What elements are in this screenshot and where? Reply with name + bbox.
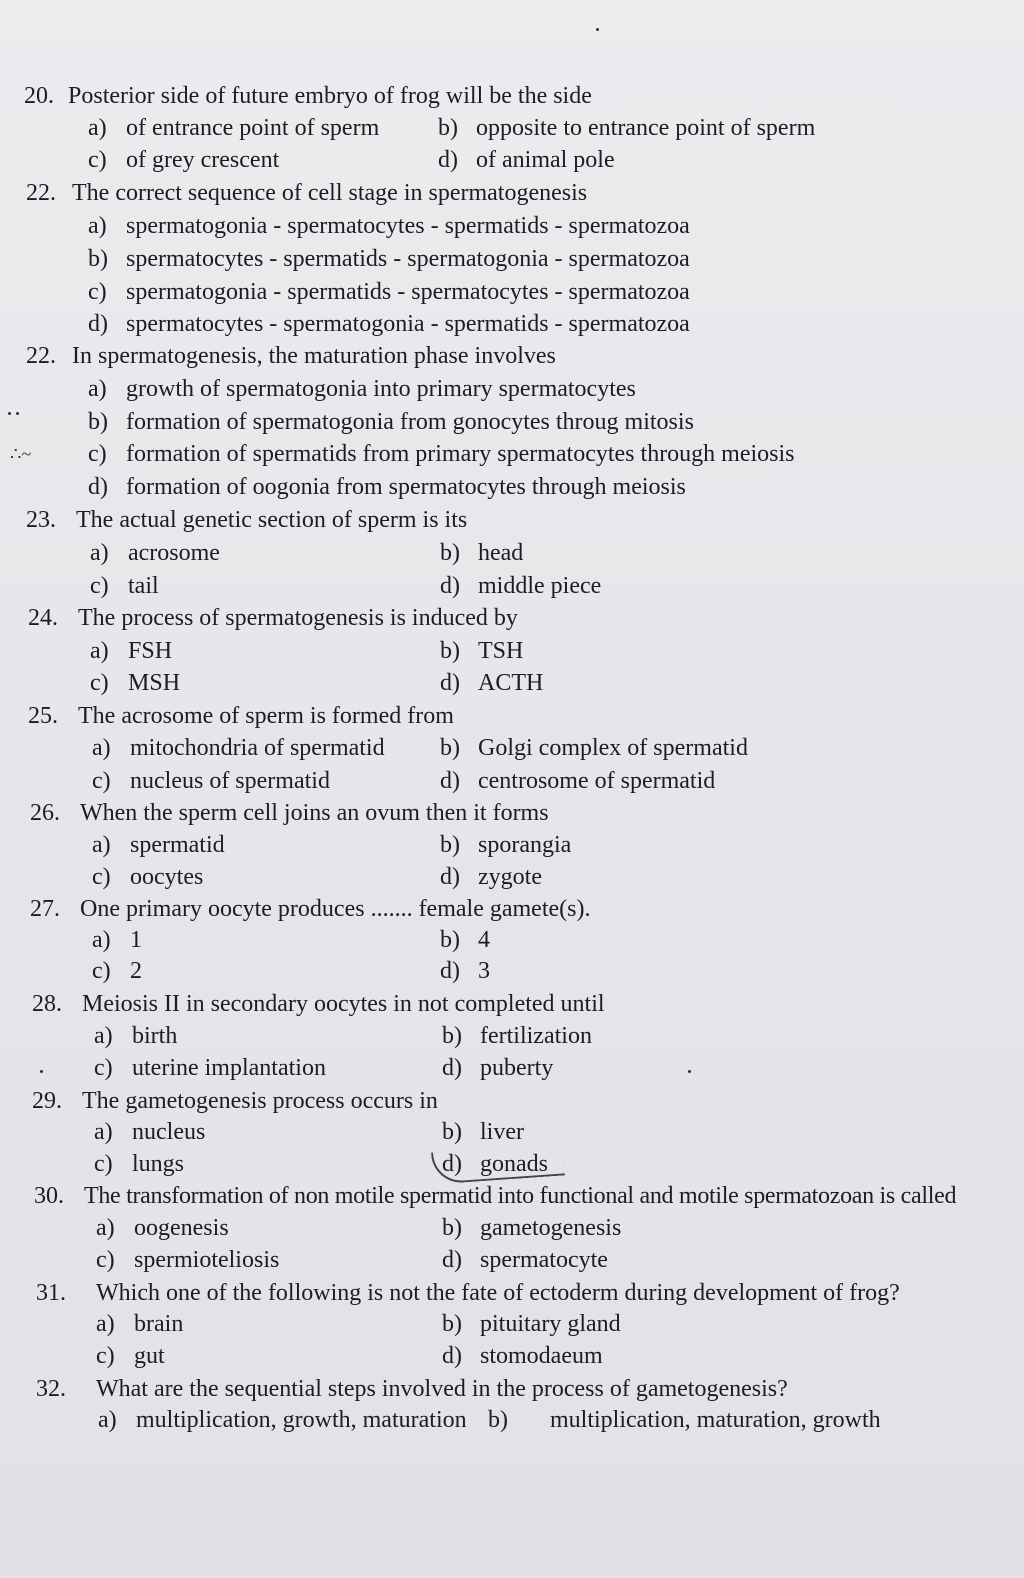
option-c: c) spermioteliosis (96, 1247, 280, 1273)
question-number: 25. (28, 703, 58, 729)
option-b: b) Golgi complex of spermatid (440, 735, 748, 761)
pen-dot (596, 28, 599, 31)
option-a: a) of entrance point of sperm (88, 115, 380, 141)
pen-dot (40, 1070, 43, 1073)
option-a: a) mitochondria of spermatid (92, 735, 385, 761)
option-b: b) spermatocytes - spermatids - spermatogonia - spermatozoa (88, 246, 690, 272)
option-c: c) spermatogonia - spermatids - spermatocytes - spermatozoa (88, 279, 690, 305)
option-a: a) multiplication, growth, maturation (98, 1407, 467, 1433)
option-b: b) gametogenesis (442, 1215, 622, 1241)
option-a: a) acrosome (90, 540, 220, 566)
question-text: Posterior side of future embryo of frog will be the side (68, 83, 592, 109)
option-d: d) stomodaeum (442, 1343, 603, 1369)
option-b: b) sporangia (440, 832, 572, 858)
option-b: b) formation of spermatogonia from gonocytes throug mitosis (88, 409, 694, 435)
option-d: d) puberty (442, 1055, 554, 1081)
option-c: c) formation of spermatids from primary spermatocytes through meiosis (88, 441, 795, 467)
option-d: d) zygote (440, 864, 542, 890)
option-a: a) spermatogonia - spermatocytes - spermatids - spermatozoa (88, 213, 690, 239)
question-number: 29. (32, 1088, 62, 1114)
question-number: 28. (32, 991, 62, 1017)
pen-dot (688, 1070, 691, 1073)
option-a: a) growth of spermatogonia into primary spermatocytes (88, 376, 636, 402)
option-d: d) ACTH (440, 670, 544, 696)
question-number: 32. (36, 1376, 66, 1402)
question-text: The transformation of non motile spermatid into functional and motile spermatozoan is called (84, 1183, 957, 1209)
option-a: a) spermatid (92, 832, 225, 858)
question-text: The process of spermatogenesis is induced by (78, 605, 518, 631)
option-d: d) spermatocyte (442, 1247, 608, 1273)
option-a: a) oogenesis (96, 1215, 229, 1241)
option-c: c) 2 (92, 958, 142, 984)
question-number: 22. (26, 180, 56, 206)
question-text: When the sperm cell joins an ovum then it forms (80, 800, 549, 826)
option-b: b) 4 (440, 927, 490, 953)
option-c: c) tail (90, 573, 159, 599)
option-a: a) birth (94, 1023, 178, 1049)
option-b: b) TSH (440, 638, 524, 664)
question-text: One primary oocyte produces ....... female gamete(s). (80, 896, 591, 922)
option-b: b) fertilization (442, 1023, 592, 1049)
question-text: Meiosis II in secondary oocytes in not completed until (82, 991, 605, 1017)
question-number: 20. (24, 83, 54, 109)
tick-mark-icon: ∴~ (10, 444, 32, 464)
question-number: 31. (36, 1280, 66, 1306)
question-number: 24. (28, 605, 58, 631)
option-b: b) multiplication, maturation, growth (488, 1407, 881, 1433)
option-b: b) opposite to entrance point of sperm (438, 115, 816, 141)
option-b: b) liver (442, 1119, 524, 1145)
option-a: a) nucleus (94, 1119, 206, 1145)
option-c: c) uterine implantation (94, 1055, 326, 1081)
option-b: b) head (440, 540, 524, 566)
question-text: What are the sequential steps involved in the process of gametogenesis? (96, 1376, 788, 1402)
option-d: d) centrosome of spermatid (440, 768, 716, 794)
option-d: d) of animal pole (438, 147, 615, 173)
question-number: 27. (30, 896, 60, 922)
option-a: a) brain (96, 1311, 184, 1337)
option-d: d) formation of oogonia from spermatocytes through meiosis (88, 474, 686, 500)
option-a: a) 1 (92, 927, 142, 953)
option-c: c) nucleus of spermatid (92, 768, 330, 794)
option-c: c) lungs (94, 1151, 185, 1177)
option-c: c) gut (96, 1343, 165, 1369)
question-text: The correct sequence of cell stage in spermatogenesis (72, 180, 588, 206)
option-c: c) MSH (90, 670, 181, 696)
question-text: The acrosome of sperm is formed from (78, 703, 454, 729)
option-d: d) gonads (442, 1151, 548, 1177)
question-text: Which one of the following is not the fate of ectoderm during development of frog? (96, 1280, 900, 1306)
question-number: 23. (26, 507, 56, 533)
question-number: 22. (26, 343, 56, 369)
option-d: d) spermatocytes - spermatogonia - spermatids - spermatozoa (88, 311, 690, 337)
pen-dot (8, 412, 11, 415)
question-number: 30. (34, 1183, 64, 1209)
option-c: c) of grey crescent (88, 147, 280, 173)
question-text: The gametogenesis process occurs in (82, 1088, 438, 1114)
question-text: The actual genetic section of sperm is its (76, 507, 468, 533)
question-number: 26. (30, 800, 60, 826)
option-d: d) 3 (440, 958, 490, 984)
question-text: In spermatogenesis, the maturation phase involves (72, 343, 556, 369)
option-a: a) FSH (90, 638, 173, 664)
option-b: b) pituitary gland (442, 1311, 621, 1337)
pen-dot (16, 412, 19, 415)
option-c: c) oocytes (92, 864, 204, 890)
option-d: d) middle piece (440, 573, 602, 599)
